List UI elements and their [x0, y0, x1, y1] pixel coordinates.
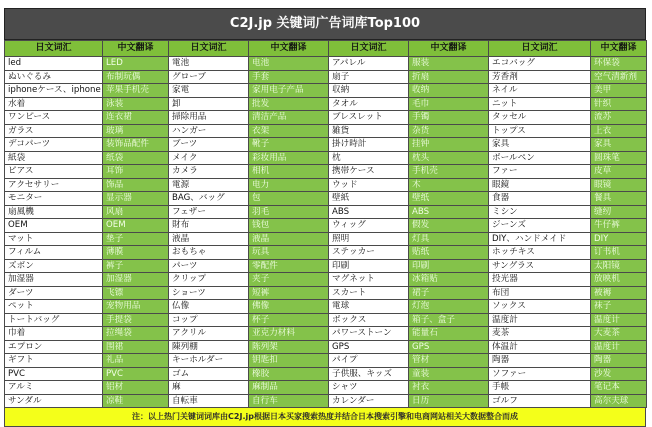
chinese-translation-cell: 装饰品配件	[103, 138, 169, 152]
japanese-term-cell: ギフト	[5, 354, 103, 368]
column-header: 日文词汇	[489, 41, 591, 57]
japanese-term-cell: ABS	[329, 205, 409, 219]
chinese-translation-cell: 布制玩偶	[103, 70, 169, 84]
chinese-translation-cell: 风扇	[103, 205, 169, 219]
japanese-term-cell: マグネット	[329, 273, 409, 287]
chinese-translation-cell: 裤子	[103, 259, 169, 273]
chinese-translation-cell: 亚克力材料	[249, 327, 329, 341]
japanese-term-cell: 紙袋	[5, 151, 103, 165]
chinese-translation-cell: 折扇	[409, 70, 489, 84]
japanese-term-cell: 電球	[329, 300, 409, 314]
chinese-translation-cell: 太阳镜	[591, 259, 647, 273]
japanese-term-cell: 布団	[489, 286, 591, 300]
chinese-translation-cell: 冰箱贴	[409, 273, 489, 287]
chinese-translation-cell: 陶器	[591, 354, 647, 368]
japanese-term-cell: ゴム	[169, 367, 249, 381]
chinese-translation-cell: 玩具	[249, 246, 329, 260]
table-row	[5, 219, 647, 233]
chinese-translation-cell: 手镯	[409, 111, 489, 125]
chinese-translation-cell: 眼镜	[591, 178, 647, 192]
table-row	[5, 259, 647, 273]
japanese-term-cell: 枕	[329, 151, 409, 165]
japanese-term-cell: パイプ	[329, 354, 409, 368]
chinese-translation-cell: 挂钟	[409, 138, 489, 152]
chinese-translation-cell: 显示器	[103, 192, 169, 206]
table-row	[5, 138, 647, 152]
chinese-translation-cell: 泳装	[103, 97, 169, 111]
table-row	[5, 151, 647, 165]
table-row	[5, 111, 647, 125]
japanese-term-cell: 陶器	[489, 354, 591, 368]
japanese-term-cell: ペット	[5, 300, 103, 314]
japanese-term-cell: マット	[5, 232, 103, 246]
chinese-translation-cell: 家用电子产品	[249, 84, 329, 98]
chinese-translation-cell: 假发	[409, 219, 489, 233]
japanese-term-cell: ガラス	[5, 124, 103, 138]
chinese-translation-cell: 零配件	[249, 259, 329, 273]
japanese-term-cell: 携帯ケース	[329, 165, 409, 179]
table-row	[5, 70, 647, 84]
chinese-translation-cell: 羽毛	[249, 205, 329, 219]
japanese-term-cell: タオル	[329, 97, 409, 111]
keyword-table	[4, 40, 647, 408]
japanese-term-cell: 扇風機	[5, 205, 103, 219]
table-body	[5, 57, 647, 408]
chinese-translation-cell: 温度计	[591, 313, 647, 327]
japanese-term-cell: 麻	[169, 381, 249, 395]
japanese-term-cell: エコバッグ	[489, 57, 591, 71]
chinese-translation-cell: 夹子	[249, 273, 329, 287]
japanese-term-cell: ズボン	[5, 259, 103, 273]
chinese-translation-cell: 凉鞋	[103, 394, 169, 408]
chinese-translation-cell: PVC	[103, 367, 169, 381]
chinese-translation-cell: 灯具	[409, 232, 489, 246]
chinese-translation-cell: 玻璃	[103, 124, 169, 138]
table-row	[5, 381, 647, 395]
japanese-term-cell: エプロン	[5, 340, 103, 354]
chinese-translation-cell: 温度计	[591, 340, 647, 354]
japanese-term-cell: 壁紙	[329, 192, 409, 206]
japanese-term-cell: デコパーツ	[5, 138, 103, 152]
chinese-translation-cell: 沙发	[591, 367, 647, 381]
japanese-term-cell: 体温計	[489, 340, 591, 354]
japanese-term-cell: 温度計	[489, 313, 591, 327]
chinese-translation-cell: 薄膜	[103, 246, 169, 260]
japanese-term-cell: 子供服、キッズ	[329, 367, 409, 381]
table-row	[5, 367, 647, 381]
japanese-term-cell: おもちゃ	[169, 246, 249, 260]
chinese-translation-cell: 衣架	[249, 124, 329, 138]
chinese-translation-cell: 陈列架	[249, 340, 329, 354]
chinese-translation-cell: ABS	[409, 205, 489, 219]
chinese-translation-cell: 管材	[409, 354, 489, 368]
japanese-term-cell: シャツ	[329, 381, 409, 395]
japanese-term-cell: メイク	[169, 151, 249, 165]
chinese-translation-cell: 针织	[591, 97, 647, 111]
japanese-term-cell: BAG、バッグ	[169, 192, 249, 206]
japanese-term-cell: ネイル	[489, 84, 591, 98]
table-row	[5, 246, 647, 260]
chinese-translation-cell: 钱包	[249, 219, 329, 233]
chinese-translation-cell: 上衣	[591, 124, 647, 138]
japanese-term-cell: ホッチキス	[489, 246, 591, 260]
japanese-term-cell: ファー	[489, 165, 591, 179]
japanese-term-cell: 自転車	[169, 394, 249, 408]
chinese-translation-cell: 麻制品	[249, 381, 329, 395]
table-row	[5, 232, 647, 246]
table-row	[5, 205, 647, 219]
table-row	[5, 165, 647, 179]
chinese-translation-cell: 放映机	[591, 273, 647, 287]
japanese-term-cell: 眼鏡	[489, 178, 591, 192]
japanese-term-cell: 巾着	[5, 327, 103, 341]
chinese-translation-cell: LED	[103, 57, 169, 71]
chinese-translation-cell: 大麦茶	[591, 327, 647, 341]
keyword-sheet	[4, 8, 646, 421]
chinese-translation-cell: 手提袋	[103, 313, 169, 327]
japanese-term-cell: 照明	[329, 232, 409, 246]
header-row	[5, 41, 647, 57]
chinese-translation-cell: 牛仔裤	[591, 219, 647, 233]
chinese-translation-cell: 环保袋	[591, 57, 647, 71]
table-row	[5, 286, 647, 300]
sheet-title: C2J.jp 关键词广告词库Top100	[4, 8, 646, 40]
chinese-translation-cell: 相机	[249, 165, 329, 179]
table-row	[5, 57, 647, 71]
chinese-translation-cell: 高尔夫球	[591, 394, 647, 408]
japanese-term-cell: ニット	[489, 97, 591, 111]
chinese-translation-cell: 耳饰	[103, 165, 169, 179]
japanese-term-cell: ゴルフ	[489, 394, 591, 408]
chinese-translation-cell: 贴纸	[409, 246, 489, 260]
japanese-term-cell: 卸	[169, 97, 249, 111]
column-header: 日文词汇	[329, 41, 409, 57]
chinese-translation-cell: 彩妆用品	[249, 151, 329, 165]
japanese-term-cell: ステッカー	[329, 246, 409, 260]
japanese-term-cell: トートバッグ	[5, 313, 103, 327]
chinese-translation-cell: 袜子	[591, 300, 647, 314]
table-row	[5, 273, 647, 287]
chinese-translation-cell: 杯子	[249, 313, 329, 327]
column-header: 中文翻译	[103, 41, 169, 57]
chinese-translation-cell: 靴子	[249, 138, 329, 152]
japanese-term-cell: 家具	[489, 138, 591, 152]
japanese-term-cell: 家電	[169, 84, 249, 98]
chinese-translation-cell: DIY	[591, 232, 647, 246]
japanese-term-cell: 加湿器	[5, 273, 103, 287]
japanese-term-cell: モニター	[5, 192, 103, 206]
japanese-term-cell: ハンガー	[169, 124, 249, 138]
japanese-term-cell: アクリル	[169, 327, 249, 341]
japanese-term-cell: ボールペン	[489, 151, 591, 165]
chinese-translation-cell: 壁纸	[409, 192, 489, 206]
chinese-translation-cell: 空气清新剂	[591, 70, 647, 84]
japanese-term-cell: アパレル	[329, 57, 409, 71]
table-row	[5, 124, 647, 138]
chinese-translation-cell: 服装	[409, 57, 489, 71]
japanese-term-cell: パワーストーン	[329, 327, 409, 341]
japanese-term-cell: 雑貨	[329, 124, 409, 138]
japanese-term-cell: パーツ	[169, 259, 249, 273]
japanese-term-cell: 電源	[169, 178, 249, 192]
chinese-translation-cell: 钥匙扣	[249, 354, 329, 368]
chinese-translation-cell: 手机壳	[409, 165, 489, 179]
japanese-term-cell: 財布	[169, 219, 249, 233]
japanese-term-cell: コップ	[169, 313, 249, 327]
japanese-term-cell: OEM	[5, 219, 103, 233]
chinese-translation-cell: 宠物用品	[103, 300, 169, 314]
japanese-term-cell: クリップ	[169, 273, 249, 287]
japanese-term-cell: 扇子	[329, 70, 409, 84]
chinese-translation-cell: 印刷	[409, 259, 489, 273]
chinese-translation-cell: 箱子、盒子	[409, 313, 489, 327]
chinese-translation-cell: 拉绳袋	[103, 327, 169, 341]
japanese-term-cell: 投光器	[489, 273, 591, 287]
japanese-term-cell: ボックス	[329, 313, 409, 327]
japanese-term-cell: 陳列棚	[169, 340, 249, 354]
japanese-term-cell: 手帳	[489, 381, 591, 395]
japanese-term-cell: 仏像	[169, 300, 249, 314]
japanese-term-cell: 液晶	[169, 232, 249, 246]
japanese-term-cell: ピアス	[5, 165, 103, 179]
column-header: 中文翻译	[591, 41, 647, 57]
chinese-translation-cell: 批发	[249, 97, 329, 111]
japanese-term-cell: 麦茶	[489, 327, 591, 341]
japanese-term-cell: ブーツ	[169, 138, 249, 152]
column-header: 中文翻译	[249, 41, 329, 57]
japanese-term-cell: 印刷	[329, 259, 409, 273]
japanese-term-cell: ミシン	[489, 205, 591, 219]
chinese-translation-cell: 加湿器	[103, 273, 169, 287]
japanese-term-cell: キーホルダー	[169, 354, 249, 368]
japanese-term-cell: アクセサリー	[5, 178, 103, 192]
chinese-translation-cell: 电池	[249, 57, 329, 71]
chinese-translation-cell: 美甲	[591, 84, 647, 98]
japanese-term-cell: グローブ	[169, 70, 249, 84]
chinese-translation-cell: 包	[249, 192, 329, 206]
table-row	[5, 178, 647, 192]
chinese-translation-cell: 童装	[409, 367, 489, 381]
chinese-translation-cell: 铝材	[103, 381, 169, 395]
chinese-translation-cell: GPS	[409, 340, 489, 354]
chinese-translation-cell: 木	[409, 178, 489, 192]
japanese-term-cell: ブレスレット	[329, 111, 409, 125]
column-header: 日文词汇	[169, 41, 249, 57]
chinese-translation-cell: 家具	[591, 138, 647, 152]
chinese-translation-cell: 围裙	[103, 340, 169, 354]
chinese-translation-cell: 圆珠笔	[591, 151, 647, 165]
chinese-translation-cell: 日历	[409, 394, 489, 408]
chinese-translation-cell: 餐具	[591, 192, 647, 206]
japanese-term-cell: カメラ	[169, 165, 249, 179]
chinese-translation-cell: 杂货	[409, 124, 489, 138]
column-header: 日文词汇	[5, 41, 103, 57]
japanese-term-cell: ダーツ	[5, 286, 103, 300]
japanese-term-cell: ジーンズ	[489, 219, 591, 233]
japanese-term-cell: カレンダー	[329, 394, 409, 408]
chinese-translation-cell: 佛像	[249, 300, 329, 314]
chinese-translation-cell: 垫子	[103, 232, 169, 246]
japanese-term-cell: PVC	[5, 367, 103, 381]
chinese-translation-cell: 缝纫	[591, 205, 647, 219]
chinese-translation-cell: 订书机	[591, 246, 647, 260]
chinese-translation-cell: 饰品	[103, 178, 169, 192]
chinese-translation-cell: 能量石	[409, 327, 489, 341]
chinese-translation-cell: 被褥	[591, 286, 647, 300]
chinese-translation-cell: 收纳	[409, 84, 489, 98]
japanese-term-cell: フィルム	[5, 246, 103, 260]
japanese-term-cell: タッセル	[489, 111, 591, 125]
chinese-translation-cell: 裙子	[409, 286, 489, 300]
japanese-term-cell: ショーツ	[169, 286, 249, 300]
chinese-translation-cell: 橡胶	[249, 367, 329, 381]
table-row	[5, 84, 647, 98]
japanese-term-cell: 掃除用品	[169, 111, 249, 125]
japanese-term-cell: ソファー	[489, 367, 591, 381]
chinese-translation-cell: OEM	[103, 219, 169, 233]
japanese-term-cell: ウッド	[329, 178, 409, 192]
chinese-translation-cell: 清洁产品	[249, 111, 329, 125]
table-row	[5, 300, 647, 314]
japanese-term-cell: 水着	[5, 97, 103, 111]
chinese-translation-cell: 苹果手机壳	[103, 84, 169, 98]
japanese-term-cell: アルミ	[5, 381, 103, 395]
japanese-term-cell: サンダル	[5, 394, 103, 408]
japanese-term-cell: トップス	[489, 124, 591, 138]
chinese-translation-cell: 毛巾	[409, 97, 489, 111]
chinese-translation-cell: 自行车	[249, 394, 329, 408]
chinese-translation-cell: 礼品	[103, 354, 169, 368]
chinese-translation-cell: 液晶	[249, 232, 329, 246]
table-row	[5, 327, 647, 341]
table-row	[5, 340, 647, 354]
chinese-translation-cell: 笔记本	[591, 381, 647, 395]
chinese-translation-cell: 短裤	[249, 286, 329, 300]
japanese-term-cell: led	[5, 57, 103, 71]
footnote: 注：以上热门关键词词库由C2J.jp根据日本买家搜索热度并结合日本搜索引擎和电商网站相关大数据整合而成	[4, 408, 646, 427]
japanese-term-cell: フェザー	[169, 205, 249, 219]
chinese-translation-cell: 衬衣	[409, 381, 489, 395]
japanese-term-cell: 芳香剤	[489, 70, 591, 84]
chinese-translation-cell: 电力	[249, 178, 329, 192]
table-row	[5, 97, 647, 111]
chinese-translation-cell: 纸袋	[103, 151, 169, 165]
japanese-term-cell: ウィッグ	[329, 219, 409, 233]
japanese-term-cell: 収納	[329, 84, 409, 98]
table-row	[5, 192, 647, 206]
japanese-term-cell: スカート	[329, 286, 409, 300]
table-row	[5, 394, 647, 408]
japanese-term-cell: GPS	[329, 340, 409, 354]
japanese-term-cell: iphoneケース、iphone	[5, 84, 103, 98]
table-row	[5, 313, 647, 327]
japanese-term-cell: ワンピース	[5, 111, 103, 125]
chinese-translation-cell: 皮草	[591, 165, 647, 179]
japanese-term-cell: 食器	[489, 192, 591, 206]
column-header: 中文翻译	[409, 41, 489, 57]
japanese-term-cell: ソックス	[489, 300, 591, 314]
chinese-translation-cell: 枕头	[409, 151, 489, 165]
chinese-translation-cell: 流苏	[591, 111, 647, 125]
japanese-term-cell: サングラス	[489, 259, 591, 273]
japanese-term-cell: 掛け時計	[329, 138, 409, 152]
table-row	[5, 354, 647, 368]
chinese-translation-cell: 连衣裙	[103, 111, 169, 125]
chinese-translation-cell: 灯泡	[409, 300, 489, 314]
japanese-term-cell: ぬいぐるみ	[5, 70, 103, 84]
japanese-term-cell: 電池	[169, 57, 249, 71]
chinese-translation-cell: 飞镖	[103, 286, 169, 300]
japanese-term-cell: DIY、ハンドメイド	[489, 232, 591, 246]
chinese-translation-cell: 手套	[249, 70, 329, 84]
